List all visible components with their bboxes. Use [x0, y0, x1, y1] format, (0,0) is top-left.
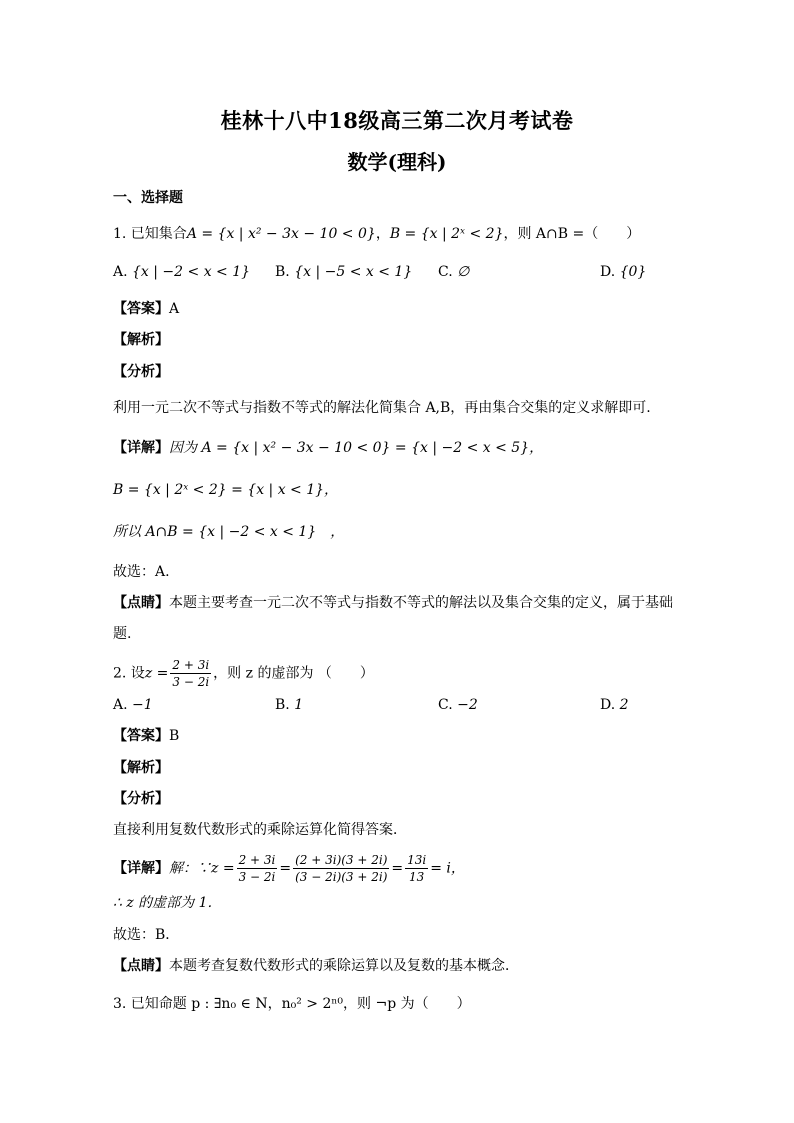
q1-analysis-tag: 【解析】 — [113, 332, 169, 348]
q1-option-a: A. {x | −2 < x < 1} — [113, 264, 251, 280]
q2-fenxi: 直接利用复数代数形式的乘除运算化简得答案． — [113, 822, 407, 838]
q1-comment-1: 【点睛】本题主要考查一元二次不等式与指数不等式的解法以及集合交集的定义，属于基础 — [113, 595, 673, 611]
q3-stem: 3. 已知命题 p : ∃n₀ ∈ N，n₀² > 2ⁿ⁰，则 ¬p 为（ ） — [113, 996, 471, 1012]
q2-option-c: C. −2 — [438, 697, 478, 713]
q2-choose: 故选：B． — [113, 927, 180, 943]
q1-fenxi: 利用一元二次不等式与指数不等式的解法化简集合 A,B，再由集合交集的定义求解即可. — [113, 400, 651, 416]
q1-option-b: B. {x | −5 < x < 1} — [275, 264, 413, 280]
q1-option-c: C. ∅ — [438, 264, 470, 280]
q2-detail-2: ∴ z 的虚部为 1． — [113, 895, 222, 911]
q1-detail-3: 所以 A∩B = {x | −2 < x < 1} ， — [113, 524, 345, 540]
q2-detail-1: 【详解】解：∵z = $\frac{2 + 3i}{3 - 2i}$ = $\frac{(2 + 3i)(3 + 2i)}{(3 - 2i)(3 + 2i)}$ = $\frac{13i}{13}$ = i， — [113, 853, 465, 884]
q1-set-a: A = {x | x² − 3x − 10 < 0} — [186, 226, 376, 242]
q2-fenxi-tag: 【分析】 — [113, 791, 169, 807]
q1-option-d: D. {0} — [600, 264, 647, 280]
q1-detail-1: 【详解】因为 A = {x | x² − 3x − 10 < 0} = {x | −2 < x < 5}， — [113, 440, 544, 456]
q1-comma: ， — [375, 226, 390, 242]
exam-subtitle: 数学(理科) — [347, 150, 447, 174]
q2-stem: 2. 设z = $\frac{2 + 3i}{3 - 2i}$ ，则 z 的虚部为 （ ） — [113, 658, 374, 689]
q1-stem-post: ，则 A∩B =（ ） — [503, 226, 641, 242]
q2-option-d: D. 2 — [600, 697, 629, 713]
q1-fenxi-tag: 【分析】 — [113, 364, 169, 380]
section-heading: 一、选择题 — [113, 190, 183, 206]
q1-detail-2: B = {x | 2ˣ < 2} = {x | x < 1}， — [113, 482, 339, 498]
q1-answer: 【答案】A — [113, 301, 180, 317]
q1-set-b: B = {x | 2ˣ < 2} — [389, 226, 504, 242]
q2-option-a: A. −1 — [113, 697, 153, 713]
q1-stem — [113, 224, 640, 244]
q2-option-b: B. 1 — [275, 697, 304, 713]
q1-comment-2: 题. — [113, 626, 132, 642]
q2-analysis-tag: 【解析】 — [113, 760, 169, 776]
q2-comment: 【点睛】本题考查复数代数形式的乘除运算以及复数的基本概念． — [113, 958, 519, 974]
q1-choose: 故选：A. — [113, 564, 170, 580]
q2-fraction: $\frac{2 + 3i}{3 - 2i}$ — [172, 658, 210, 689]
exam-title: 桂林十八中18级高三第二次月考试卷 — [220, 108, 574, 133]
q1-stem-pre: 1. 已知集合 — [113, 226, 187, 242]
q2-answer: 【答案】B — [113, 728, 180, 744]
